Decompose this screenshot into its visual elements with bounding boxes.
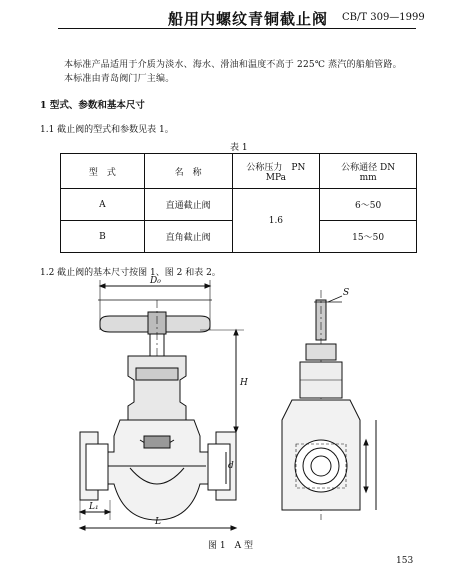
header-name: 名 称 (144, 154, 232, 189)
label-l: L (155, 517, 161, 527)
intro-line-1: 本标准产品适用于介质为淡水、海水、滑油和温度不高于 225℃ 蒸汽的船舶管路。 (64, 60, 402, 70)
page-number: 153 (396, 556, 414, 566)
figure-caption: 图 1 A 型 (208, 541, 253, 551)
header-diameter-label: 公称通径 DN (341, 162, 396, 173)
header-diameter-unit: mm (359, 172, 377, 183)
document-title: 船用内螺纹青铜截止阀 (168, 10, 329, 28)
label-s: S (343, 288, 350, 298)
section-1-1-text: 1.1 截止阀的型式和参数见表 1。 (40, 125, 174, 135)
label-l1: L₁ (89, 502, 99, 512)
pressure-value: 1.6 (232, 189, 320, 253)
standard-number: CB/T 309—1999 (342, 12, 425, 23)
section-1-heading: 1 型式、参数和基本尺寸 (40, 100, 145, 111)
header-pressure-unit: MPa (265, 172, 286, 183)
row-b-diameter: 15～50 (320, 221, 417, 253)
row-a-diameter: 6～50 (320, 189, 417, 221)
label-d0: D₀ (150, 276, 161, 286)
header-type: 型 式 (61, 154, 145, 189)
intro-line-2: 本标准由青岛阀门厂主编。 (64, 74, 175, 84)
row-b-name: 直角截止阀 (144, 221, 232, 253)
section-1-2-text: 1.2 截止阀的基本尺寸按图 1、图 2 和表 2。 (40, 268, 221, 278)
label-h: H (240, 378, 248, 388)
header-pressure-label: 公称压力 PN (246, 162, 306, 173)
row-a-name: 直通截止阀 (144, 189, 232, 221)
row-a-type: A (61, 189, 145, 221)
table-caption: 表 1 (230, 143, 248, 153)
row-b-type: B (61, 221, 145, 253)
label-d: d (228, 461, 234, 471)
